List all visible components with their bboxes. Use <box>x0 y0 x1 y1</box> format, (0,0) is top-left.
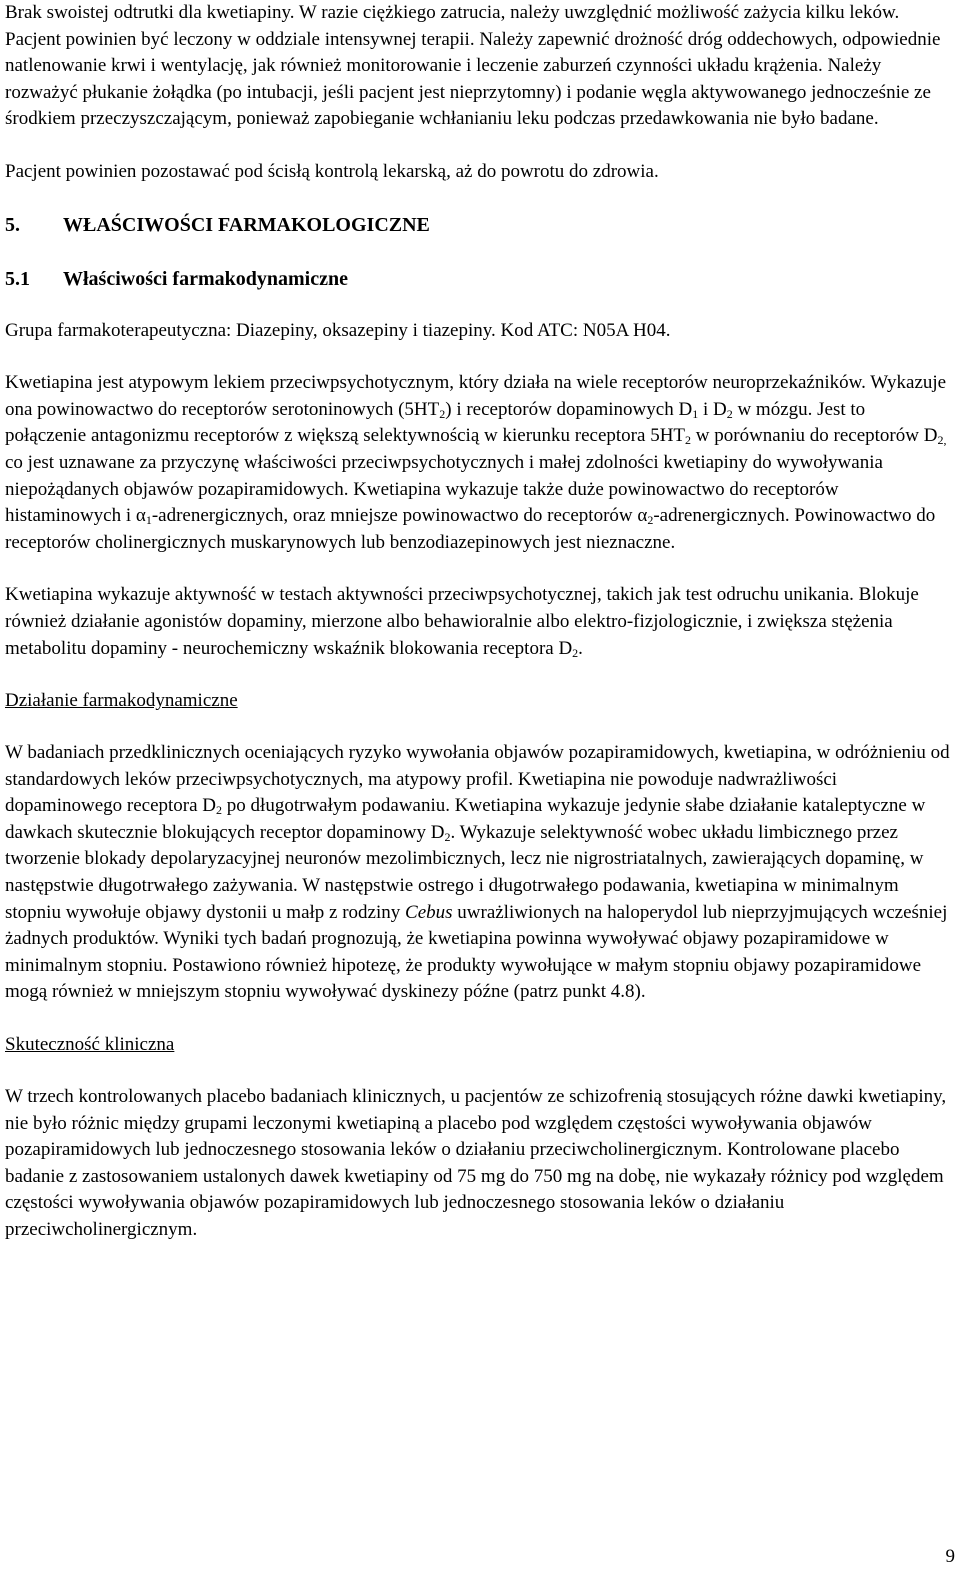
receptor-affinity-paragraph: Kwetiapina jest atypowym lekiem przeciwpsychotycznym, który działa na wiele receptorów neuroprzekaźników. Wykazuje ona powinowactwo do receptorów serotoninowych $(5HT_2)$ i receptorów dopaminowych $D_1$ i $D_2$ w mózgu. Jest to połączenie antagonizmu receptorów z większą selektywnością w kierunku receptora $5HT_2$ w porównaniu do receptorów $D_{2,}$ co jest uznawane za przyczynę właściwości przeciwpsychotycznych i małej zdolności kwetiapiny do wywoływania niepożądanych objawów pozapiramidowych. Kwetiapina wykazuje także duże powinowactwo do receptorów histaminowych i $\alpha_1$-adrenergicznych, oraz mniejsze powinowactwo do receptorów $\alpha_2$-adrenergicznych. Powinowactwo do receptorów cholinergicznych muskarynowych lub benzodiazepinowych jest nieznaczne. <box>5 372 947 553</box>
clinical-efficacy-heading: Skuteczność kliniczna <box>5 1034 175 1056</box>
page-number: 9 <box>945 1546 955 1567</box>
overdose-paragraph: Brak swoistej odtrutki dla kwetiapiny. W razie ciężkiego zatrucia, należy uwzględnić możliwość zażycia kilku leków. Pacjent powinien być leczony w oddziale intensywnej terapii. Należy zapewnić drożność dróg oddechowych, odpowiednie natlenowanie krwi i wentylację, jak również monitorowanie i leczenie zaburzeń czynności układu krążenia. Należy rozważyć płukanie żołądka (po intubacji, jeśli pacjent jest nieprzytomny) i podanie węgla aktywowanego jednocześnie ze środkiem przeczyszczającym, ponieważ zapobieganie wchłanianiu leku podczas przedawkowania nie było badane. <box>5 2 941 130</box>
document-page <box>5 0 951 1270</box>
section-5-title: WŁAŚCIWOŚCI FARMAKOLOGICZNE <box>63 213 430 236</box>
preclinical-paragraph: W badaniach przedklinicznych oceniających ryzyko wywołania objawów pozapiramidowych, kwetiapina, w odróżnieniu od standardowych leków przeciwpsychotycznych, ma atypowy profil. Kwetiapina nie powoduje nadwrażliwości dopaminowego receptora $D_2$ po długotrwałym podawaniu. Kwetiapina wykazuje jedynie słabe działanie kataleptyczne w dawkach skutecznie blokujących receptor dopaminowy $D_2$. Wykazuje selektywność wobec układu limbicznego przez tworzenie blokady depolaryzacyjnej neuronów mezolimbicznych, lecz nie nigrostriatalnych, zawierających dopaminę, w następstwie długotrwałego zażywania. W następstwie ostrego i długotrwałego podawania, kwetiapina w minimalnym stopniu wywołuje objawy dystonii u małp z rodziny Cebus uwrażliwionych na haloperydol lub nieprzyjmujących wcześniej żadnych produktów. Wyniki tych badań prognozują, że kwetiapina powinna wywoływać objawy pozapiramidowe w minimalnym stopniu. Postawiono również hipotezę, że produkty wywołujące w małym stopniu objawy pozapiramidowe mogą również w mniejszym stopniu wywoływać dyskinezy późne (patrz punkt 4.8). <box>5 742 950 1003</box>
monitoring-paragraph: Pacjent powinien pozostawać pod ścisłą kontrolą lekarską, aż do powrotu do zdrowia. <box>5 160 659 182</box>
section-5-1-title: Właściwości farmakodynamiczne <box>63 267 348 290</box>
section-5-1-number: 5.1 <box>5 267 30 290</box>
section-5-number: 5. <box>5 213 20 236</box>
activity-paragraph: Kwetiapina wykazuje aktywność w testach aktywności przeciwpsychotycznej, takich jak test odruchu unikania. Blokuje również działanie agonistów dopaminy, mierzone albo behawioralnie albo elektro-fizjologicznie, i zwiększa stężenia metabolitu dopaminy - neurochemiczny wskaźnik blokowania receptora $D_2$. <box>5 584 919 660</box>
section-5-heading <box>5 212 951 238</box>
atc-paragraph: Grupa farmakoterapeutyczna: Diazepiny, oksazepiny i tiazepiny. Kod ATC: N05A H04. <box>5 319 671 341</box>
section-5-1-heading <box>5 266 951 292</box>
clinical-trials-paragraph: W trzech kontrolowanych placebo badaniach klinicznych, u pacjentów ze schizofrenią stosujących różne dawki kwetiapiny, nie było różnic między grupami leczonymi kwetiapiną a placebo pod względem częstości wywoływania objawów pozapiramidowych lub jednoczesnego stosowania leków o działaniu przeciwcholinergicznym. Kontrolowane placebo badanie z zastosowaniem ustalonych dawek kwetiapiny od 75 mg do 750 mg na dobę, nie wykazały różnicy pod względem częstości wywoływania objawów pozapiramidowych lub jednoczesnego stosowania leków o działaniu przeciwcholinergicznym. <box>5 1086 947 1240</box>
pharmacodynamic-action-heading: Działanie farmakodynamiczne <box>5 690 238 712</box>
